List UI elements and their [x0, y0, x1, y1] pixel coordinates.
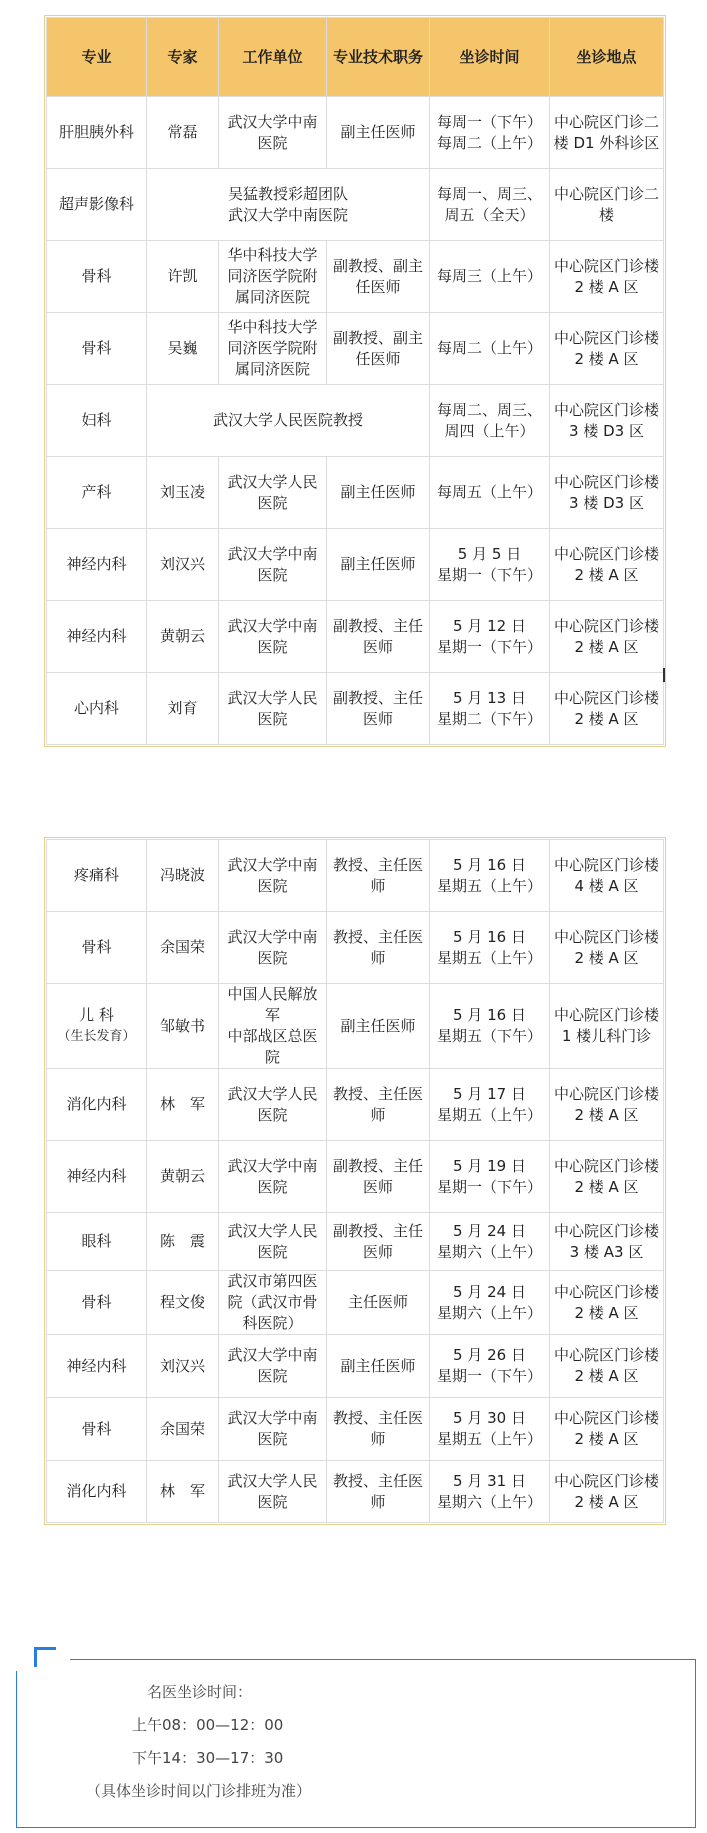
cell-expert: 刘汉兴: [147, 529, 219, 601]
cell-title: 副教授、主任医师: [327, 1141, 430, 1213]
cell-merged-unit: 吴猛教授彩超团队 武汉大学中南医院: [147, 169, 430, 241]
cell-time: 每周二（上午）: [430, 313, 550, 385]
cell-unit: 武汉大学人民医院: [219, 1069, 327, 1141]
table-frame-2: [44, 837, 666, 1525]
cell-title: 教授、主任医师: [327, 912, 430, 984]
cell-major: 肝胆胰外科: [47, 97, 147, 169]
cell-title: 副教授、副主任医师: [327, 241, 430, 313]
cell-expert: 邹敏书: [147, 984, 219, 1069]
cell-major: 消化内科: [47, 1461, 147, 1523]
cell-place: 中心院区门诊楼 3 楼 D3 区: [550, 385, 664, 457]
cell-merged-unit: 武汉大学人民医院教授: [147, 385, 430, 457]
header-time: 坐诊时间: [430, 18, 550, 97]
cell-time: 每周二、周三、周四（上午）: [430, 385, 550, 457]
cell-unit: 武汉大学中南医院: [219, 601, 327, 673]
notice-left-border: [16, 1671, 17, 1828]
cell-expert: 余国荣: [147, 1398, 219, 1461]
cell-time: 5 月 16 日 星期五（下午）: [430, 984, 550, 1069]
cell-place: 中心院区门诊楼 3 楼 D3 区: [550, 457, 664, 529]
cell-major: 超声影像科: [47, 169, 147, 241]
cell-major: 妇科: [47, 385, 147, 457]
cell-place: 中心院区门诊楼 1 楼儿科门诊: [550, 984, 664, 1069]
cell-unit: 武汉大学人民医院: [219, 1461, 327, 1523]
corner-accent-icon: [34, 1647, 37, 1667]
clinic-hours-notice: [16, 1647, 696, 1828]
notice-morning-hours: 上午08：00—12：00: [132, 1716, 284, 1734]
cell-time: 每周一（下午）每周二（上午）: [430, 97, 550, 169]
cell-expert: 常磊: [147, 97, 219, 169]
notice-heading: 名医坐诊时间：: [147, 1683, 253, 1701]
cell-major: 骨科: [47, 1398, 147, 1461]
cell-title: 教授、主任医师: [327, 840, 430, 912]
cell-major: 骨科: [47, 241, 147, 313]
header-major: 专业: [47, 18, 147, 97]
cell-place: 中心院区门诊楼 4 楼 A 区: [550, 840, 664, 912]
cell-place: 中心院区门诊楼 2 楼 A 区: [550, 529, 664, 601]
header-expert: 专家: [147, 18, 219, 97]
cell-time: 5 月 16 日 星期五（上午）: [430, 840, 550, 912]
cell-major: 消化内科: [47, 1069, 147, 1141]
cell-major: 神经内科: [47, 1335, 147, 1398]
cell-expert: 黄朝云: [147, 601, 219, 673]
cell-time: 5 月 24 日 星期六（上午）: [430, 1213, 550, 1271]
cell-unit: 武汉大学中南医院: [219, 1141, 327, 1213]
header-title: 专业技术职务: [327, 18, 430, 97]
corner-accent-bar: [34, 1647, 56, 1650]
cell-major: 神经内科: [47, 529, 147, 601]
cell-place: 中心院区门诊楼 2 楼 A 区: [550, 241, 664, 313]
cell-expert: 刘育: [147, 673, 219, 745]
cell-time: 5 月 31 日 星期六（上午）: [430, 1461, 550, 1523]
cell-place: 中心院区门诊二楼: [550, 169, 664, 241]
cell-time: 5 月 30 日 星期五（上午）: [430, 1398, 550, 1461]
notice-note: （具体坐诊时间以门诊排班为准）: [86, 1782, 312, 1800]
cell-unit: 武汉大学中南医院: [219, 1335, 327, 1398]
notice-afternoon-hours: 下午14：30—17：30: [132, 1749, 284, 1767]
cell-expert: 陈 震: [147, 1213, 219, 1271]
cell-major: 神经内科: [47, 1141, 147, 1213]
table-frame-1: [44, 15, 666, 747]
cell-place: 中心院区门诊楼 2 楼 A 区: [550, 1335, 664, 1398]
notice-bottom-border: [16, 1827, 696, 1828]
notice-right-border: [695, 1659, 696, 1828]
cell-time: 5 月 16 日 星期五（上午）: [430, 912, 550, 984]
cell-unit: 武汉大学中南医院: [219, 840, 327, 912]
cell-expert: 冯晓波: [147, 840, 219, 912]
cell-major-main: 儿 科: [79, 1006, 114, 1024]
cell-major: 神经内科: [47, 601, 147, 673]
cell-time: 每周三（上午）: [430, 241, 550, 313]
notice-top-border: [70, 1659, 696, 1660]
cell-time: 5 月 13 日 星期二（下午）: [430, 673, 550, 745]
cell-title: 副教授、主任医师: [327, 673, 430, 745]
header-unit: 工作单位: [219, 18, 327, 97]
cell-expert: 黄朝云: [147, 1141, 219, 1213]
cell-major: 眼科: [47, 1213, 147, 1271]
cell-expert: 刘玉凌: [147, 457, 219, 529]
cell-unit: 武汉大学中南医院: [219, 529, 327, 601]
cell-place: 中心院区门诊二楼 D1 外科诊区: [550, 97, 664, 169]
cell-major: 疼痛科: [47, 840, 147, 912]
cell-place: 中心院区门诊楼 2 楼 A 区: [550, 313, 664, 385]
cell-time: 5 月 17 日 星期五（上午）: [430, 1069, 550, 1141]
cell-title: 副教授、主任医师: [327, 601, 430, 673]
cell-time: 5 月 26 日 星期一（下午）: [430, 1335, 550, 1398]
cell-expert: 吴巍: [147, 313, 219, 385]
cell-unit: 武汉大学人民医院: [219, 1213, 327, 1271]
cell-expert: 程文俊: [147, 1271, 219, 1335]
cell-place: 中心院区门诊楼 2 楼 A 区: [550, 1271, 664, 1335]
cell-unit: 武汉大学中南医院: [219, 97, 327, 169]
cell-major-sub: （生长发育）: [57, 1029, 136, 1044]
cell-major: 骨科: [47, 313, 147, 385]
cell-title: 副主任医师: [327, 529, 430, 601]
cell-place: 中心院区门诊楼 3 楼 A3 区: [550, 1213, 664, 1271]
header-place: 坐诊地点: [550, 18, 664, 97]
cell-major: 产科: [47, 457, 147, 529]
cell-time: 每周一、周三、周五（全天）: [430, 169, 550, 241]
cell-title: 教授、主任医师: [327, 1069, 430, 1141]
cell-title: 副教授、主任医师: [327, 1213, 430, 1271]
cell-place: 中心院区门诊楼 2 楼 A 区: [550, 1398, 664, 1461]
cell-expert: 许凯: [147, 241, 219, 313]
cell-title: 教授、主任医师: [327, 1398, 430, 1461]
cell-major: 心内科: [47, 673, 147, 745]
cell-time: 每周五（上午）: [430, 457, 550, 529]
cell-expert: 林 军: [147, 1461, 219, 1523]
cell-time: 5 月 5 日 星期一（下午）: [430, 529, 550, 601]
cell-place: 中心院区门诊楼 2 楼 A 区: [550, 673, 664, 745]
cell-place: 中心院区门诊楼 2 楼 A 区: [550, 1141, 664, 1213]
cell-expert: 刘汉兴: [147, 1335, 219, 1398]
cell-major: 骨科: [47, 1271, 147, 1335]
cell-expert: 余国荣: [147, 912, 219, 984]
cell-title: 副教授、副主任医师: [327, 313, 430, 385]
cell-place: 中心院区门诊楼 2 楼 A 区: [550, 601, 664, 673]
cell-unit: 武汉大学人民医院: [219, 457, 327, 529]
cell-unit: 武汉大学中南医院: [219, 912, 327, 984]
cell-place: 中心院区门诊楼 2 楼 A 区: [550, 1461, 664, 1523]
cell-major: 骨科: [47, 912, 147, 984]
cell-unit: 武汉大学人民医院: [219, 673, 327, 745]
cell-unit: 华中科技大学同济医学院附属同济医院: [219, 241, 327, 313]
cell-place: 中心院区门诊楼 2 楼 A 区: [550, 1069, 664, 1141]
cell-title: 副主任医师: [327, 457, 430, 529]
cell-title: 主任医师: [327, 1271, 430, 1335]
cell-time: 5 月 19 日 星期一（下午）: [430, 1141, 550, 1213]
cell-title: 教授、主任医师: [327, 1461, 430, 1523]
cell-title: 副主任医师: [327, 97, 430, 169]
cell-unit: 武汉大学中南医院: [219, 1398, 327, 1461]
cell-expert: 林 军: [147, 1069, 219, 1141]
cell-unit: 中国人民解放军 中部战区总医院: [219, 984, 327, 1069]
cell-place: 中心院区门诊楼 2 楼 A 区: [550, 912, 664, 984]
cell-title: 副主任医师: [327, 1335, 430, 1398]
cell-time: 5 月 12 日 星期一（下午）: [430, 601, 550, 673]
cell-unit: 武汉市第四医院（武汉市骨科医院）: [219, 1271, 327, 1335]
cell-title: 副主任医师: [327, 984, 430, 1069]
cell-unit: 华中科技大学同济医学院附属同济医院: [219, 313, 327, 385]
cell-time: 5 月 24 日 星期六（上午）: [430, 1271, 550, 1335]
